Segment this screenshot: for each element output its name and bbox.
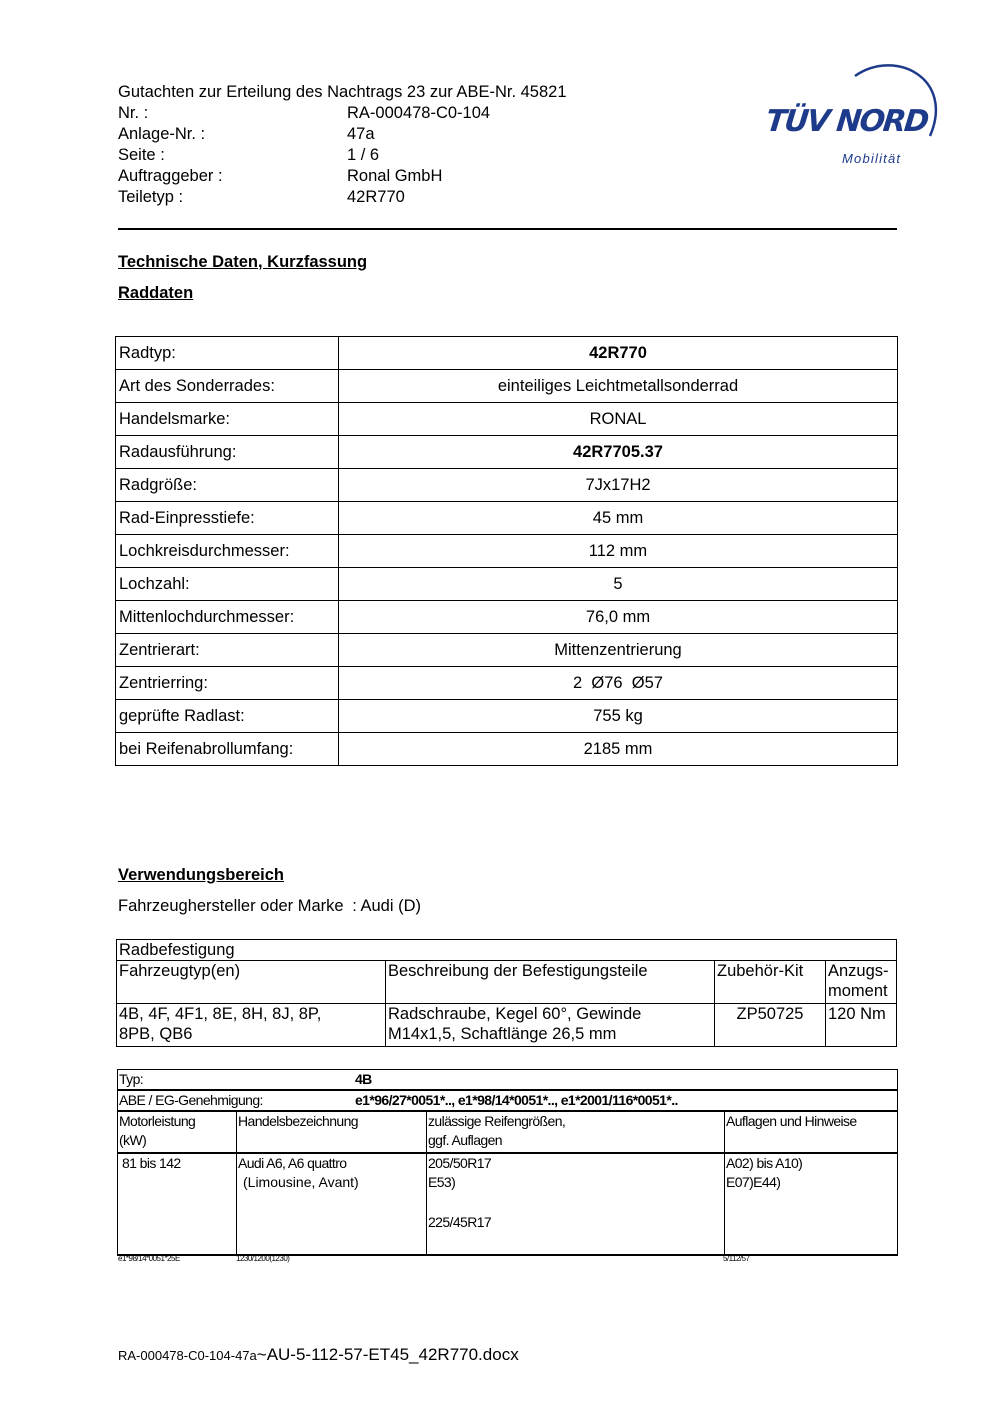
table-row — [118, 1090, 898, 1111]
header-value: Ronal GmbH — [347, 167, 443, 185]
table-title-cell: Radbefestigung — [117, 940, 897, 961]
table-row — [117, 940, 897, 961]
header-cell-handelsbezeichnung: Handelsbezeichnung — [237, 1111, 427, 1153]
header-text: (kW) — [119, 1132, 147, 1148]
header-row — [118, 124, 567, 145]
table-cell-value: 7Jx17H2 — [339, 469, 898, 502]
cell-line: (Limousine, Avant) — [243, 1174, 359, 1190]
footnote: 1230/1200(1230) — [236, 1254, 290, 1263]
cell-line: E07)E44) — [726, 1174, 781, 1190]
table-cell-value: 42R7705.37 — [339, 436, 898, 469]
typ-value: 4B — [355, 1071, 372, 1087]
radbefestigung-table — [116, 939, 897, 1047]
header-label: Anlage-Nr. : — [118, 125, 206, 143]
table-row — [116, 634, 898, 667]
cell-spacer — [428, 1192, 723, 1213]
typ-label: Typ: — [119, 1071, 144, 1087]
table-row — [116, 535, 898, 568]
table-row — [116, 436, 898, 469]
table-row — [117, 1004, 897, 1047]
table-row — [116, 667, 898, 700]
cell-line: Audi A6, A6 quattro — [238, 1155, 347, 1171]
table-cell-value: 5 — [339, 568, 898, 601]
cell-line: 225/45R17 — [428, 1214, 492, 1230]
cell-beschreibung — [386, 1004, 715, 1047]
cell-handelsbezeichnung — [237, 1153, 427, 1255]
logo-word: TÜV NORD — [764, 104, 929, 139]
table-row — [116, 700, 898, 733]
table-row — [116, 337, 898, 370]
table-row — [116, 733, 898, 766]
header-value: 1 / 6 — [347, 146, 380, 164]
table-cell-value: Mittenzentrierung — [339, 634, 898, 667]
header-label: Seite : — [118, 146, 165, 164]
header-cell-zubehoer-kit: Zubehör-Kit — [715, 961, 826, 1004]
table-cell-label: Radausführung: — [116, 436, 339, 469]
cell-line: 8PB, QB6 — [119, 1025, 193, 1043]
typ-row — [118, 1070, 898, 1091]
cell-line: M14x1,5, Schaftlänge 26,5 mm — [388, 1025, 617, 1043]
abe-value: e1*96/27*0051*.., e1*98/14*0051*.., e1*2001/116*0051*.. — [355, 1092, 678, 1108]
header-text: ggf. Auflagen — [428, 1132, 502, 1148]
table-header-row — [118, 1111, 898, 1153]
table-cell-label: Mittenlochdurchmesser: — [116, 601, 339, 634]
table-cell-label: Radgröße: — [116, 469, 339, 502]
cell-line: 205/50R17 — [428, 1155, 492, 1171]
footer-filename: ~AU-5-112-57-ET45_42R770.docx — [256, 1345, 519, 1364]
footnote: 5/112/57 — [723, 1254, 750, 1263]
header-value: 47a — [347, 125, 375, 143]
table-cell-label: bei Reifenabrollumfang: — [116, 733, 339, 766]
header-cell-fahrzeugtyp: Fahrzeugtyp(en) — [117, 961, 386, 1004]
raddaten-table — [115, 336, 898, 766]
table-cell-label: Art des Sonderrades: — [116, 370, 339, 403]
footer-doc-number: RA-000478-C0-104-47a — [118, 1348, 257, 1363]
table-cell-value: 112 mm — [339, 535, 898, 568]
cell-fahrzeugtypen — [117, 1004, 386, 1047]
document-footer — [118, 1345, 519, 1365]
hersteller-label: Fahrzeughersteller oder Marke — [118, 897, 344, 915]
abe-row — [118, 1090, 898, 1111]
cell-zubehoer-kit: ZP50725 — [715, 1004, 826, 1047]
document-header — [118, 82, 567, 208]
header-row — [118, 187, 567, 208]
table-cell-label: geprüfte Radlast: — [116, 700, 339, 733]
table-cell-label: Lochzahl: — [116, 568, 339, 601]
cell-anzugsmoment: 120 Nm — [826, 1004, 897, 1047]
table-row — [118, 1070, 898, 1091]
table-cell-label: Radtyp: — [116, 337, 339, 370]
tuv-nord-logo — [760, 58, 940, 173]
header-label: Auftraggeber : — [118, 167, 223, 185]
header-text: Anzugs- — [828, 962, 889, 980]
header-cell-anzugsmoment — [826, 961, 897, 1004]
table-cell-value: RONAL — [339, 403, 898, 436]
cell-auflagen — [725, 1153, 898, 1255]
table-cell-value: 2 Ø76 Ø57 — [339, 667, 898, 700]
table-cell-value: 42R770 — [339, 337, 898, 370]
abe-label: ABE / EG-Genehmigung: — [119, 1092, 263, 1108]
header-divider — [118, 228, 897, 230]
table-cell-label: Lochkreisdurchmesser: — [116, 535, 339, 568]
table-cell-label: Rad-Einpresstiefe: — [116, 502, 339, 535]
logo-subtitle: Mobilität — [842, 151, 902, 166]
section-technische-daten: Technische Daten, Kurzfassung — [118, 253, 368, 271]
section-raddaten: Raddaten — [118, 284, 194, 302]
header-row — [118, 166, 567, 187]
table-cell-label: Zentrierring: — [116, 667, 339, 700]
cell-motorleistung: 81 bis 142 — [118, 1153, 237, 1255]
cell-line: E53) — [428, 1174, 456, 1190]
table-cell-value: 45 mm — [339, 502, 898, 535]
document-title: Gutachten zur Erteilung des Nachtrags 23 zur ABE-Nr. 45821 — [118, 83, 567, 101]
cell-reifengroessen — [427, 1153, 725, 1255]
table-cell-value: 755 kg — [339, 700, 898, 733]
header-value: RA-000478-C0-104 — [347, 104, 491, 122]
typ-table — [117, 1069, 898, 1256]
table-row — [116, 469, 898, 502]
header-row — [118, 103, 567, 124]
header-cell-auflagen: Auflagen und Hinweise — [725, 1111, 898, 1153]
table-cell-value: 76,0 mm — [339, 601, 898, 634]
hersteller-value: : Audi (D) — [352, 897, 421, 915]
cell-line: Radschraube, Kegel 60°, Gewinde — [388, 1005, 642, 1023]
table-cell-label: Handelsmarke: — [116, 403, 339, 436]
section-verwendungsbereich: Verwendungsbereich — [118, 866, 284, 884]
table-cell-label: Zentrierart: — [116, 634, 339, 667]
cell-line: A02) bis A10) — [726, 1155, 803, 1171]
cell-line: 4B, 4F, 4F1, 8E, 8H, 8J, 8P, — [119, 1005, 322, 1023]
header-row — [118, 145, 567, 166]
table-cell-value: 2185 mm — [339, 733, 898, 766]
table-cell-value: einteiliges Leichtmetallsonderrad — [339, 370, 898, 403]
header-value: 42R770 — [347, 188, 405, 206]
table-row — [116, 502, 898, 535]
footnote: e1*98/14*0051*25E — [118, 1254, 180, 1263]
table-header-row — [117, 961, 897, 1004]
header-label: Teiletyp : — [118, 188, 184, 206]
header-text: zulässige Reifengrößen, — [428, 1113, 566, 1129]
header-label: Nr. : — [118, 104, 149, 122]
header-cell-beschreibung: Beschreibung der Befestigungsteile — [386, 961, 715, 1004]
table-row — [116, 370, 898, 403]
table-row — [116, 568, 898, 601]
fahrzeughersteller-line — [118, 897, 421, 916]
header-text: Motorleistung — [119, 1113, 196, 1129]
header-cell-motorleistung — [118, 1111, 237, 1153]
header-text: moment — [828, 982, 888, 1000]
table-row — [118, 1153, 898, 1255]
table-row — [116, 601, 898, 634]
header-cell-reifengroessen — [427, 1111, 725, 1153]
table-row — [116, 403, 898, 436]
